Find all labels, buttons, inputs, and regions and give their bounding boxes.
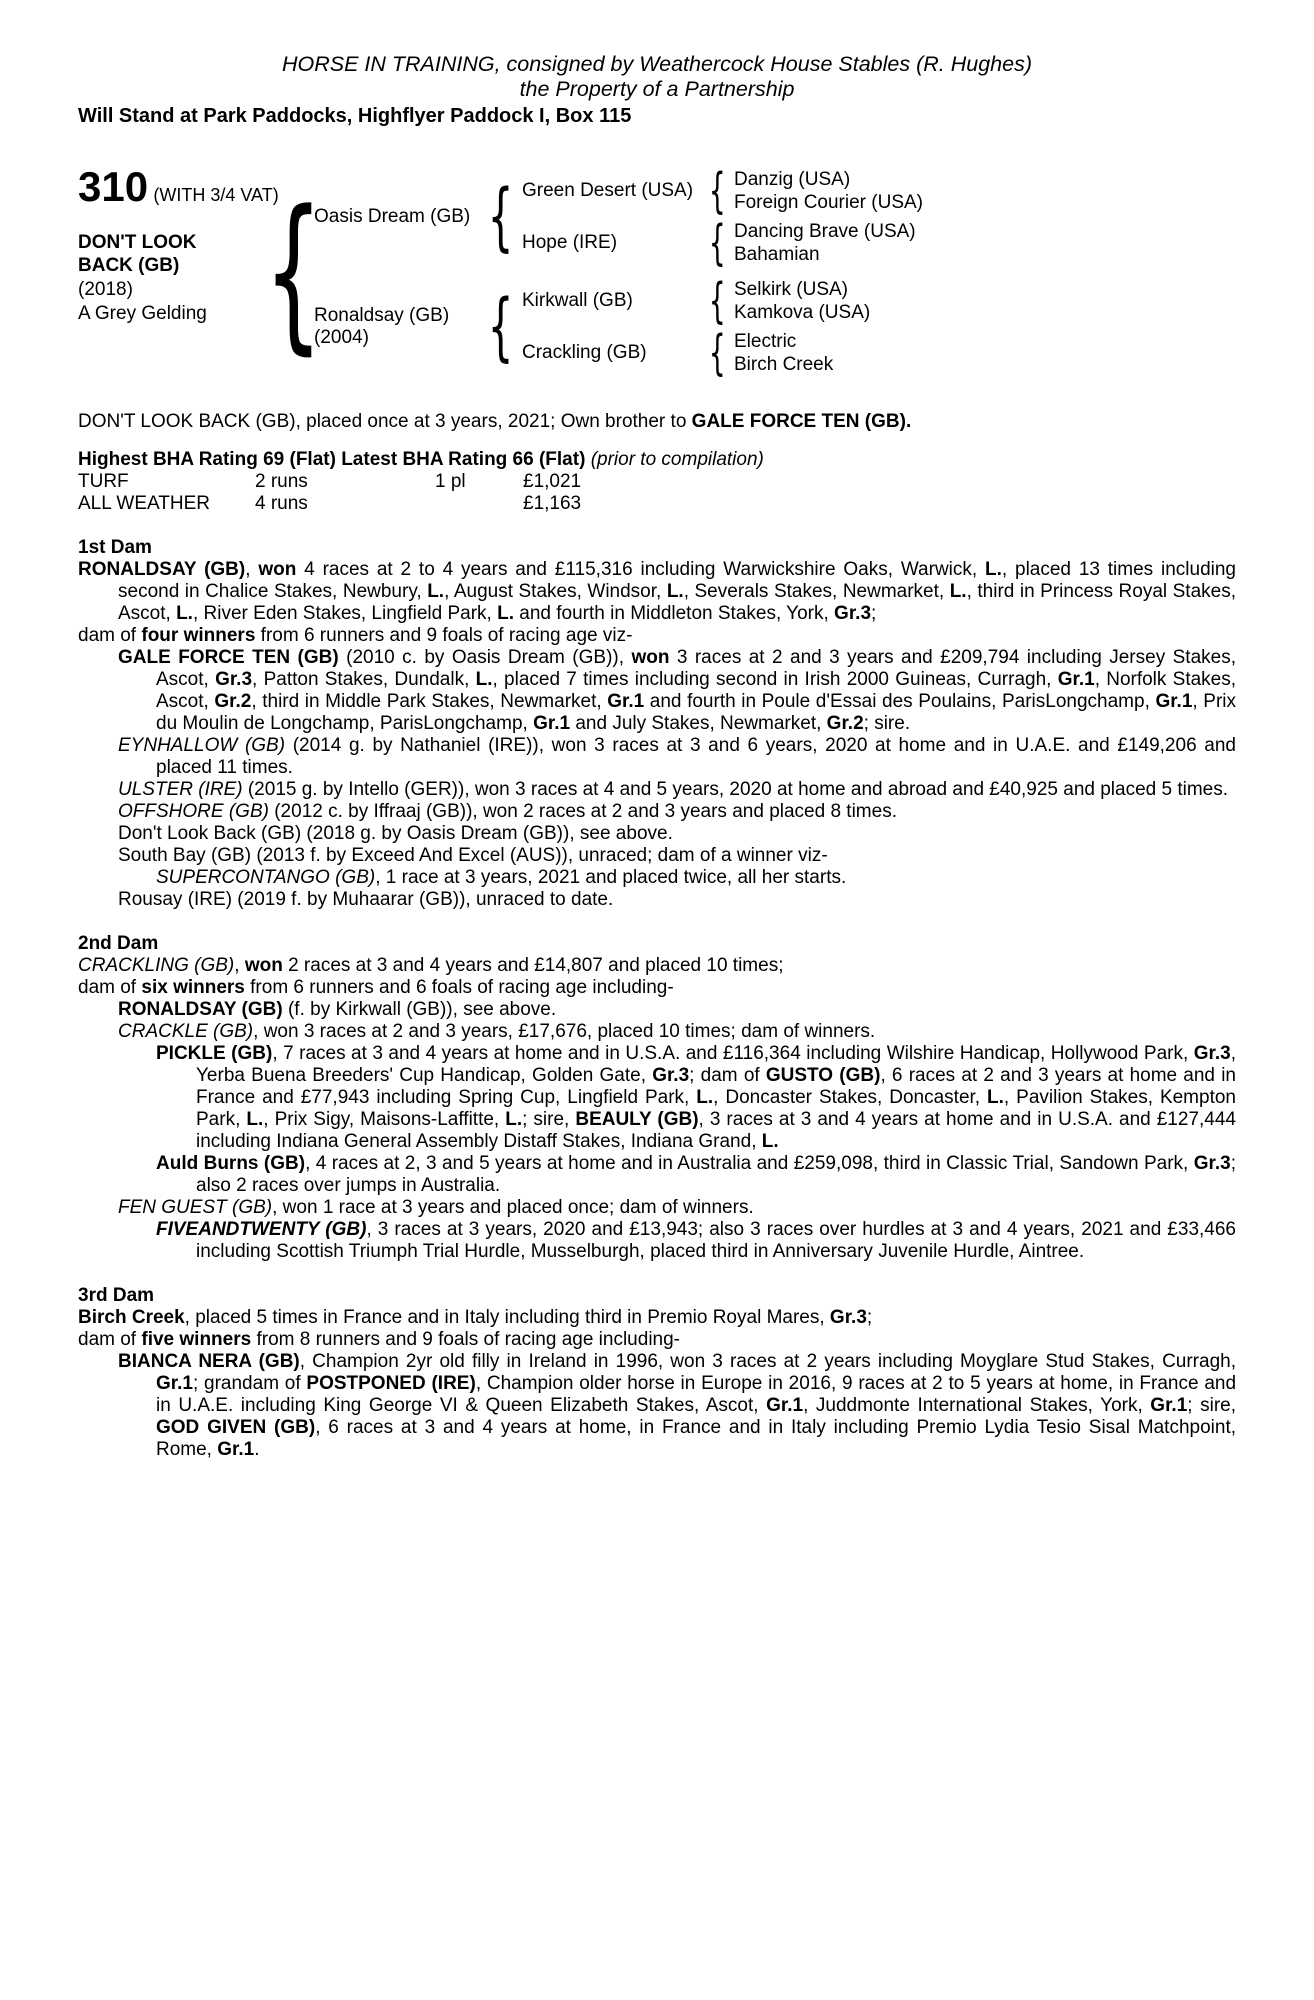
section-heading: 3rd Dam — [78, 1285, 155, 1306]
race-record-summary: DON'T LOOK BACK (GB), placed once at 3 years, 2021; Own brother to GALE FORCE TEN (GB). — [78, 411, 912, 432]
pedigree-paragraph: dam of six winners from 6 runners and 6 foals of racing age including- — [78, 977, 674, 998]
pedigree-paragraph: dam of five winners from 8 runners and 9 foals of racing age including- — [78, 1329, 681, 1350]
pedigree-paragraph: SUPERCONTANGO (GB), 1 race at 3 years, 2021 and placed twice, all her starts. — [156, 867, 847, 888]
dam-name-text: Ronaldsay (GB) — [314, 305, 450, 326]
sire-sire-dam-name: Foreign Courier (USA) — [734, 192, 923, 213]
pedigree-paragraph: OFFSHORE (GB) (2012 c. by Iffraaj (GB)), won 2 races at 2 and 3 years and placed 8 times. — [118, 801, 897, 822]
pedigree-paragraph: GALE FORCE TEN (GB) (2010 c. by Oasis Dream (GB)), won 3 races at 2 and 3 years and £209,794 including Jersey Stakes, Ascot, Gr.3, Patton Stakes, Dundalk, L., placed 7 times including second in Irish 2000 Guineas, Curragh, Gr.1, Norfolk Stakes, Ascot, Gr.2, third in Middle Park Stakes, Newmarket, Gr.1 and fourth in Poule d'Essai des Poulains, ParisLongchamp, Gr.1, Prix du Moulin de Longchamp, ParisLongchamp, Gr.1 and July Stakes, Newmarket, Gr.2; sire. — [118, 647, 1237, 734]
pedigree-paragraph: FIVEANDTWENTY (GB), 3 races at 3 years, 2020 and £13,943; also 3 races over hurdles at 3 and 4 years, 2021 and £33,466 including Scottish Triumph Trial Hurdle, Musselburgh, placed third in Anniversary Juvenile Hurdle, Aintree. — [156, 1219, 1236, 1262]
pedigree-paragraph: Auld Burns (GB), 4 races at 2, 3 and 5 years at home and in Australia and £259,098, third in Classic Trial, Sandown Park, Gr.3; also 2 races over jumps in Australia. — [156, 1153, 1236, 1196]
dam-year-text: (2004) — [314, 327, 369, 348]
dam-sire-dam-name: Kamkova (USA) — [734, 302, 871, 323]
sire-brace-icon: { — [488, 174, 514, 260]
horse-name: DON'T LOOK BACK (GB) — [78, 232, 197, 276]
pedigree-paragraph: FEN GUEST (GB), won 1 race at 3 years and placed once; dam of winners. — [118, 1197, 754, 1218]
foal-year: (2018) — [78, 279, 133, 300]
sire-sire-group — [512, 163, 923, 219]
surface-cell: TURF — [78, 471, 129, 492]
dam-sire-name: Kirkwall (GB) — [522, 290, 633, 311]
race-record-table — [78, 471, 1236, 515]
lot-vat-note: (WITH 3/4 VAT) — [153, 185, 279, 205]
sire-name-text: Oasis Dream (GB) — [314, 206, 471, 227]
section-heading: 2nd Dam — [78, 933, 159, 954]
sire-dam-name: Hope (IRE) — [522, 232, 618, 253]
runs-cell: 4 runs — [255, 493, 308, 514]
dam-sire-parents — [726, 279, 870, 323]
dam-dam-sire-name: Electric — [734, 331, 797, 352]
dam-dam-dam-name: Birch Creek — [734, 354, 834, 375]
sire-sire-parents — [726, 169, 923, 213]
gen1-brace-icon: { — [263, 174, 323, 370]
gen1-column — [308, 163, 923, 381]
dam-dam-name: Crackling (GB) — [522, 342, 647, 363]
stand-location-line: Will Stand at Park Paddocks, Highflyer Paddock I, Box 115 — [78, 105, 632, 127]
dam-brace-icon: { — [488, 284, 514, 370]
dam-family — [308, 273, 923, 381]
pedigree-paragraph: ULSTER (IRE) (2015 g. by Intello (GER)), won 3 races at 4 and 5 years, 2020 at home and abroad and £40,925 and placed 5 times. — [118, 779, 1229, 800]
horse-description: A Grey Gelding — [78, 303, 207, 324]
lot-pedigree-block — [78, 163, 1236, 381]
sire-sire-brace-icon: { — [708, 163, 726, 219]
section-2nd-dam — [78, 933, 1236, 1263]
dam-sire-sire-name: Selkirk (USA) — [734, 279, 849, 300]
pedigree-paragraph: PICKLE (GB), 7 races at 3 and 4 years at home and in U.S.A. and £116,364 including Wilshire Handicap, Hollywood Park, Gr.3, Yerba Buena Breeders' Cup Handicap, Golden Gate, Gr.3; dam of GUSTO (GB), 6 races at 2 and 3 years at home and in France and £77,943 including Spring Cup, Lingfield Park, L., Doncaster Stakes, Doncaster, L., Pavilion Stakes, Kempton Park, L., Prix Sigy, Maisons-Laffitte, L.; sire, BEAULY (GB), 3 races at 3 and 4 years at home and in U.S.A. and £127,444 including Indiana General Assembly Distaff Stakes, Indiana Grand, L. — [156, 1043, 1237, 1152]
pedigree-paragraph: South Bay (GB) (2013 f. by Exceed And Excel (AUS)), unraced; dam of a winner viz- — [118, 845, 828, 866]
dam-dam-brace-icon: { — [708, 325, 726, 381]
sire-sire-sire-name: Danzig (USA) — [734, 169, 851, 190]
sire-dam-parents — [726, 221, 916, 265]
surface-cell: ALL WEATHER — [78, 493, 210, 514]
sire-dam-group — [512, 215, 923, 271]
runs-cell: 2 runs — [255, 471, 308, 492]
dam-dam-group — [512, 325, 870, 381]
section-heading: 1st Dam — [78, 537, 152, 558]
pedigree-paragraph: Rousay (IRE) (2019 f. by Muhaarar (GB)), unraced to date. — [118, 889, 614, 910]
earnings-cell: £1,163 — [523, 493, 582, 514]
sire-dam-dam-name: Bahamian — [734, 244, 820, 265]
section-3rd-dam — [78, 1285, 1236, 1461]
pedigree-paragraph: EYNHALLOW (GB) (2014 g. by Nathaniel (IRE)), won 3 races at 3 and 6 years, 2020 at home and in U.A.E. and £149,206 and placed 11 times. — [118, 735, 1236, 778]
pedigree-paragraph: Don't Look Back (GB) (2018 g. by Oasis Dream (GB)), see above. — [118, 823, 673, 844]
sire-sire-name: Green Desert (USA) — [522, 180, 694, 201]
pedigree-paragraph: CRACKLING (GB), won 2 races at 3 and 4 years and £14,807 and placed 10 times; — [78, 955, 784, 976]
bha-rating-line: Highest BHA Rating 69 (Flat) Latest BHA Rating 66 (Flat) (prior to compilation) — [78, 449, 764, 470]
property-line: the Property of a Partnership — [519, 77, 795, 101]
pedigree-paragraph: CRACKLE (GB), won 3 races at 2 and 3 years, £17,676, placed 10 times; dam of winners. — [118, 1021, 876, 1042]
pedigree-table — [263, 163, 1236, 381]
dam-sire-brace-icon: { — [708, 273, 726, 329]
lot-info — [78, 163, 279, 325]
sire-dam-sire-name: Dancing Brave (USA) — [734, 221, 916, 242]
dam-name — [308, 305, 490, 349]
pedigree-paragraph: BIANCA NERA (GB), Champion 2yr old filly in Ireland in 1996, won 3 races at 2 years including Moyglare Stud Stakes, Curragh, Gr.1; grandam of POSTPONED (IRE), Champion older horse in Europe in 2016, 9 races at 2 to 5 years at home, in France and in U.A.E. including King George VI & Queen Elizabeth Stakes, Ascot, Gr.1, Juddmonte International Stakes, York, Gr.1; sire, GOD GIVEN (GB), 6 races at 3 and 4 years at home, in France and in Italy including Premio Lydia Tesio Sisal Matchpoint, Rome, Gr.1. — [118, 1351, 1237, 1460]
dam-grandparents — [512, 273, 871, 381]
earnings-cell: £1,021 — [523, 471, 582, 492]
consignor-line: HORSE IN TRAINING, consigned by Weathercock House Stables (R. Hughes) — [281, 52, 1032, 76]
sire-family — [308, 163, 923, 271]
dam-sire-group — [512, 273, 871, 329]
dam-dam-parents — [726, 331, 833, 375]
pedigree-paragraph: RONALDSAY (GB) (f. by Kirkwall (GB)), see above. — [118, 999, 557, 1020]
places-cell — [435, 493, 523, 515]
sire-name — [308, 206, 490, 228]
pedigree-paragraph: RONALDSAY (GB), won 4 races at 2 to 4 years and £115,316 including Warwickshire Oaks, Warwick, L., placed 13 times including second in Chalice Stakes, Newbury, L., August Stakes, Windsor, L., Severals Stakes, Newmarket, L., third in Princess Royal Stakes, Ascot, L., River Eden Stakes, Lingfield Park, L. and fourth in Middleton Stakes, York, Gr.3; — [78, 559, 1236, 624]
sire-grandparents — [512, 163, 923, 271]
lot-header — [78, 163, 279, 210]
pedigree-paragraph: dam of four winners from 6 runners and 9 foals of racing age viz- — [78, 625, 633, 646]
pedigree-paragraph: Birch Creek, placed 5 times in France and in Italy including third in Premio Royal Mares, Gr.3; — [78, 1307, 873, 1328]
sire-dam-brace-icon: { — [708, 215, 726, 271]
section-1st-dam — [78, 537, 1236, 911]
lot-number: 310 — [78, 163, 149, 210]
places-cell: 1 pl — [435, 471, 466, 492]
